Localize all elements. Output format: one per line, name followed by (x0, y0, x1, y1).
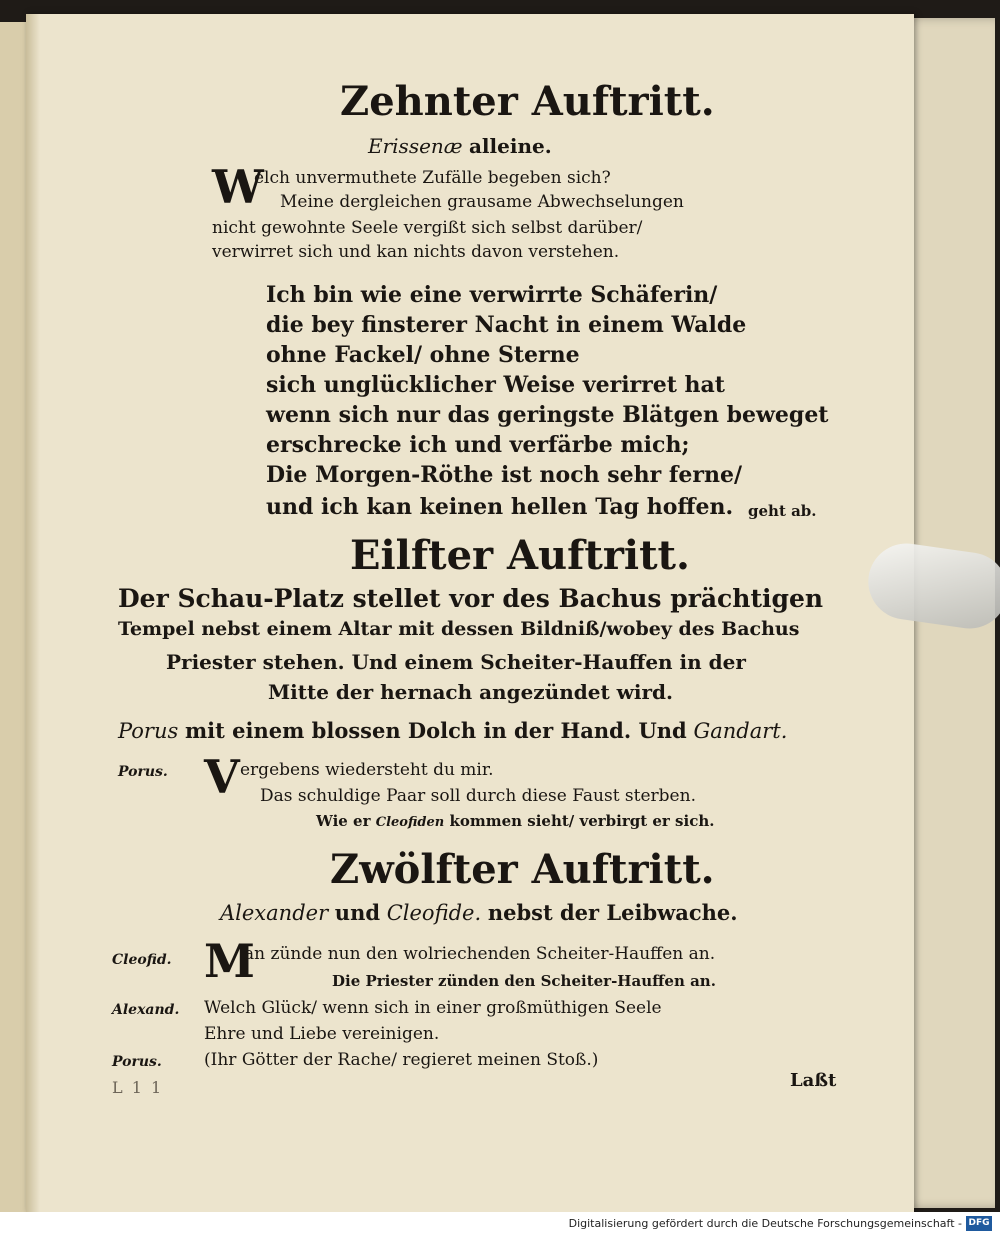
scene11-drop-initial: V (204, 750, 240, 804)
scene10-exit: geht ab. (748, 502, 817, 520)
scene12-line-cleofid: an zünde nun den wolriechenden Scheiter-Hauffen an. (244, 944, 716, 964)
scene12-persons (220, 900, 738, 925)
scene11-line-1: ergebens wiedersteht du mir. (240, 760, 494, 780)
scene10-subtitle-rest: alleine. (468, 134, 552, 158)
scene11-speaker: Porus. (118, 764, 168, 780)
scene12-line-alexand-2: Ehre und Liebe vereinigen. (204, 1024, 440, 1044)
footer-credit: Digitalisierung gefördert durch die Deutsche Forschungsgemeinschaft - (568, 1217, 962, 1230)
scene12-speaker-alexand: Alexand. (112, 1002, 180, 1018)
scene12-persons-und: und (334, 900, 381, 925)
scene10-title: Zehnter Auftritt. (340, 78, 715, 125)
scene10-drop-initial: W (212, 160, 264, 214)
scene12-line-porus: (Ihr Götter der Rache/ regieret meinen Stoß.) (204, 1050, 599, 1070)
verse-line-7: Die Morgen-Röthe ist noch sehr ferne/ (266, 462, 742, 488)
scene11-persons-porus: Porus (118, 719, 179, 743)
verse-line-8: und ich kan keinen hellen Tag hoffen. (266, 494, 734, 520)
verse-line-3: ohne Fackel/ ohne Sterne (266, 342, 580, 368)
scene11-persons (118, 718, 787, 743)
scene11-persons-middle: mit einem blossen Dolch in der Hand. Und (184, 718, 687, 743)
verse-line-6: erschrecke ich und verfärbe mich; (266, 432, 690, 458)
scene11-title: Eilfter Auftritt. (350, 532, 690, 579)
scene11-setting-4: Mitte der hernach angezündet wird. (268, 680, 673, 704)
scene12-title: Zwölfter Auftritt. (330, 846, 715, 893)
scene11-stage-a: Wie er (316, 812, 371, 830)
scene12-line-alexand-1: Welch Glück/ wenn sich in einer großmüthigen Seele (204, 998, 662, 1018)
scene12-drop-initial: M (204, 934, 255, 988)
scene12-persons-alexander: Alexander (220, 901, 329, 925)
scene12-stage-priests: Die Priester zünden den Scheiter-Hauffen an. (332, 972, 716, 990)
scene11-stage-b: Cleofiden (375, 815, 445, 830)
scene10-subtitle-name: Erissenæ (368, 134, 463, 158)
scene12-speaker-cleofid: Cleofid. (112, 952, 172, 968)
scene12-speaker-porus: Porus. (112, 1054, 162, 1070)
page-gutter (26, 14, 40, 1212)
scene11-setting-1: Der Schau-Platz stellet vor des Bachus prächtigen (118, 584, 824, 613)
verse-line-1: Ich bin wie eine verwirrte Schäferin/ (266, 282, 718, 308)
verse-line-5: wenn sich nur das geringste Blätgen beweget (266, 402, 829, 428)
scene10-line-4: verwirret sich und kan nichts davon verstehen. (212, 242, 620, 262)
scene11-stage-c: kommen sieht/ verbirgt er sich. (449, 812, 715, 830)
scene12-persons-rest: nebst der Leibwache. (487, 900, 738, 925)
folio-signature: L 1 1 (112, 1078, 164, 1097)
scene11-stage-direction (316, 812, 714, 830)
scene11-line-2: Das schuldige Paar soll durch diese Faust sterben. (260, 786, 696, 806)
footer-bar (0, 1212, 1000, 1236)
scene10-line-2: Meine dergleichen grausame Abwechselungen (280, 192, 684, 212)
scene10-line-3: nicht gewohnte Seele vergißt sich selbst darüber/ (212, 218, 643, 238)
scene11-setting-2: Tempel nebst einem Altar mit dessen Bildniß/wobey des Bachus (118, 618, 800, 640)
scene12-persons-cleofide: Cleofide. (386, 901, 482, 925)
scene10-subtitle (368, 134, 552, 158)
scene11-setting-3: Priester stehen. Und einem Scheiter-Hauffen in der (166, 650, 746, 674)
left-page-edge (0, 22, 28, 1212)
catchword: Laßt (790, 1070, 837, 1091)
scene11-persons-gandart: Gandart. (693, 719, 788, 743)
verse-line-4: sich unglücklicher Weise verirret hat (266, 372, 725, 398)
dfg-logo-icon: DFG (966, 1216, 992, 1231)
verse-line-2: die bey finsterer Nacht in einem Walde (266, 312, 747, 338)
scene10-line-1: elch unvermuthete Zufälle begeben sich? (254, 168, 611, 188)
